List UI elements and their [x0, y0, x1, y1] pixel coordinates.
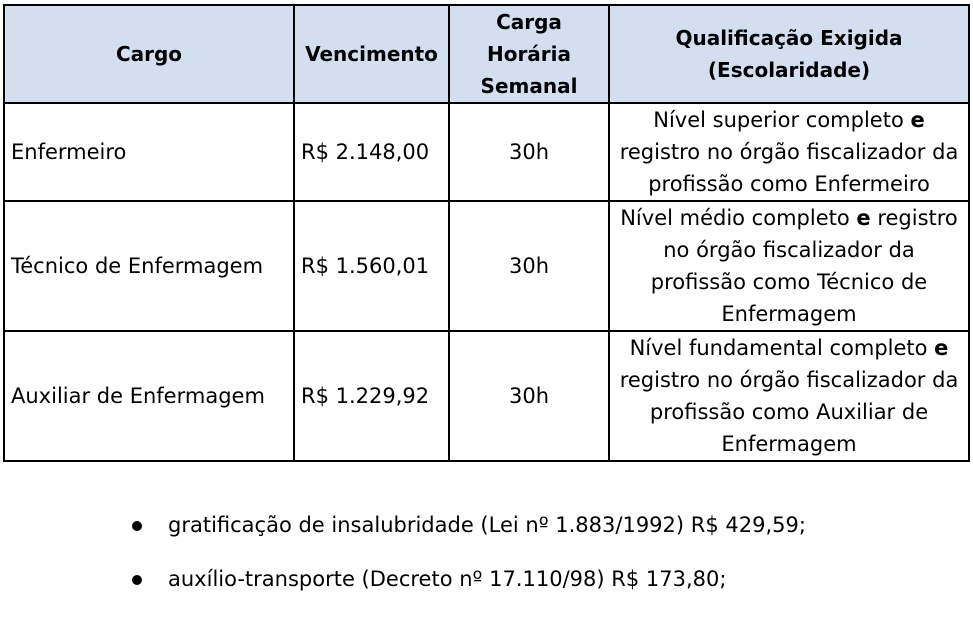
cell-vencimento: R$ 1.229,92 [294, 331, 449, 461]
qual-text-post: registro no órgão fiscalizador da profissão como Enfermeiro [619, 140, 959, 196]
header-vencimento: Vencimento [294, 5, 449, 103]
qual-text-bold: e [910, 108, 925, 132]
table-row [4, 331, 969, 461]
qual-text-bold: e [934, 336, 949, 360]
header-carga-line-1: Carga [496, 10, 562, 34]
header-carga-horaria [449, 5, 609, 103]
qual-text-pre: Nível médio completo [620, 206, 857, 230]
cell-carga: 30h [449, 201, 609, 331]
table-row [4, 201, 969, 331]
list-item [132, 512, 806, 538]
header-qualificacao [609, 5, 969, 103]
salary-table [3, 4, 970, 462]
cell-cargo: Auxiliar de Enfermagem [4, 331, 294, 461]
cell-cargo: Técnico de Enfermagem [4, 201, 294, 331]
qual-text-bold: e [856, 206, 871, 230]
cell-vencimento: R$ 2.148,00 [294, 103, 449, 201]
qual-text-post: registro no órgão fiscalizador da profissão como Técnico de Enfermagem [650, 206, 958, 326]
header-carga-line-2: Horária [486, 42, 572, 66]
qual-text-post: registro no órgão fiscalizador da profissão como Auxiliar de Enfermagem [619, 368, 959, 456]
bullet-icon [132, 575, 142, 585]
list-item [132, 566, 806, 592]
bullet-icon [132, 521, 142, 531]
header-qualificacao-line-1: Qualificação Exigida [675, 26, 903, 50]
table-header-row [4, 5, 969, 103]
cell-qualificacao [609, 103, 969, 201]
cell-qualificacao [609, 331, 969, 461]
header-cargo: Cargo [4, 5, 294, 103]
cell-qualificacao [609, 201, 969, 331]
table-row [4, 103, 969, 201]
list-item-text: gratificação de insalubridade (Lei nº 1.883/1992) R$ 429,59; [168, 513, 806, 537]
header-qualificacao-line-2: (Escolaridade) [707, 58, 871, 82]
cell-vencimento: R$ 1.560,01 [294, 201, 449, 331]
cell-carga: 30h [449, 103, 609, 201]
benefits-list [132, 512, 806, 620]
qual-text-pre: Nível superior completo [653, 108, 911, 132]
cell-carga: 30h [449, 331, 609, 461]
qual-text-pre: Nível fundamental completo [629, 336, 935, 360]
header-carga-line-3: Semanal [480, 74, 578, 98]
list-item-text: auxílio-transporte (Decreto nº 17.110/98) R$ 173,80; [168, 567, 727, 591]
cell-cargo: Enfermeiro [4, 103, 294, 201]
